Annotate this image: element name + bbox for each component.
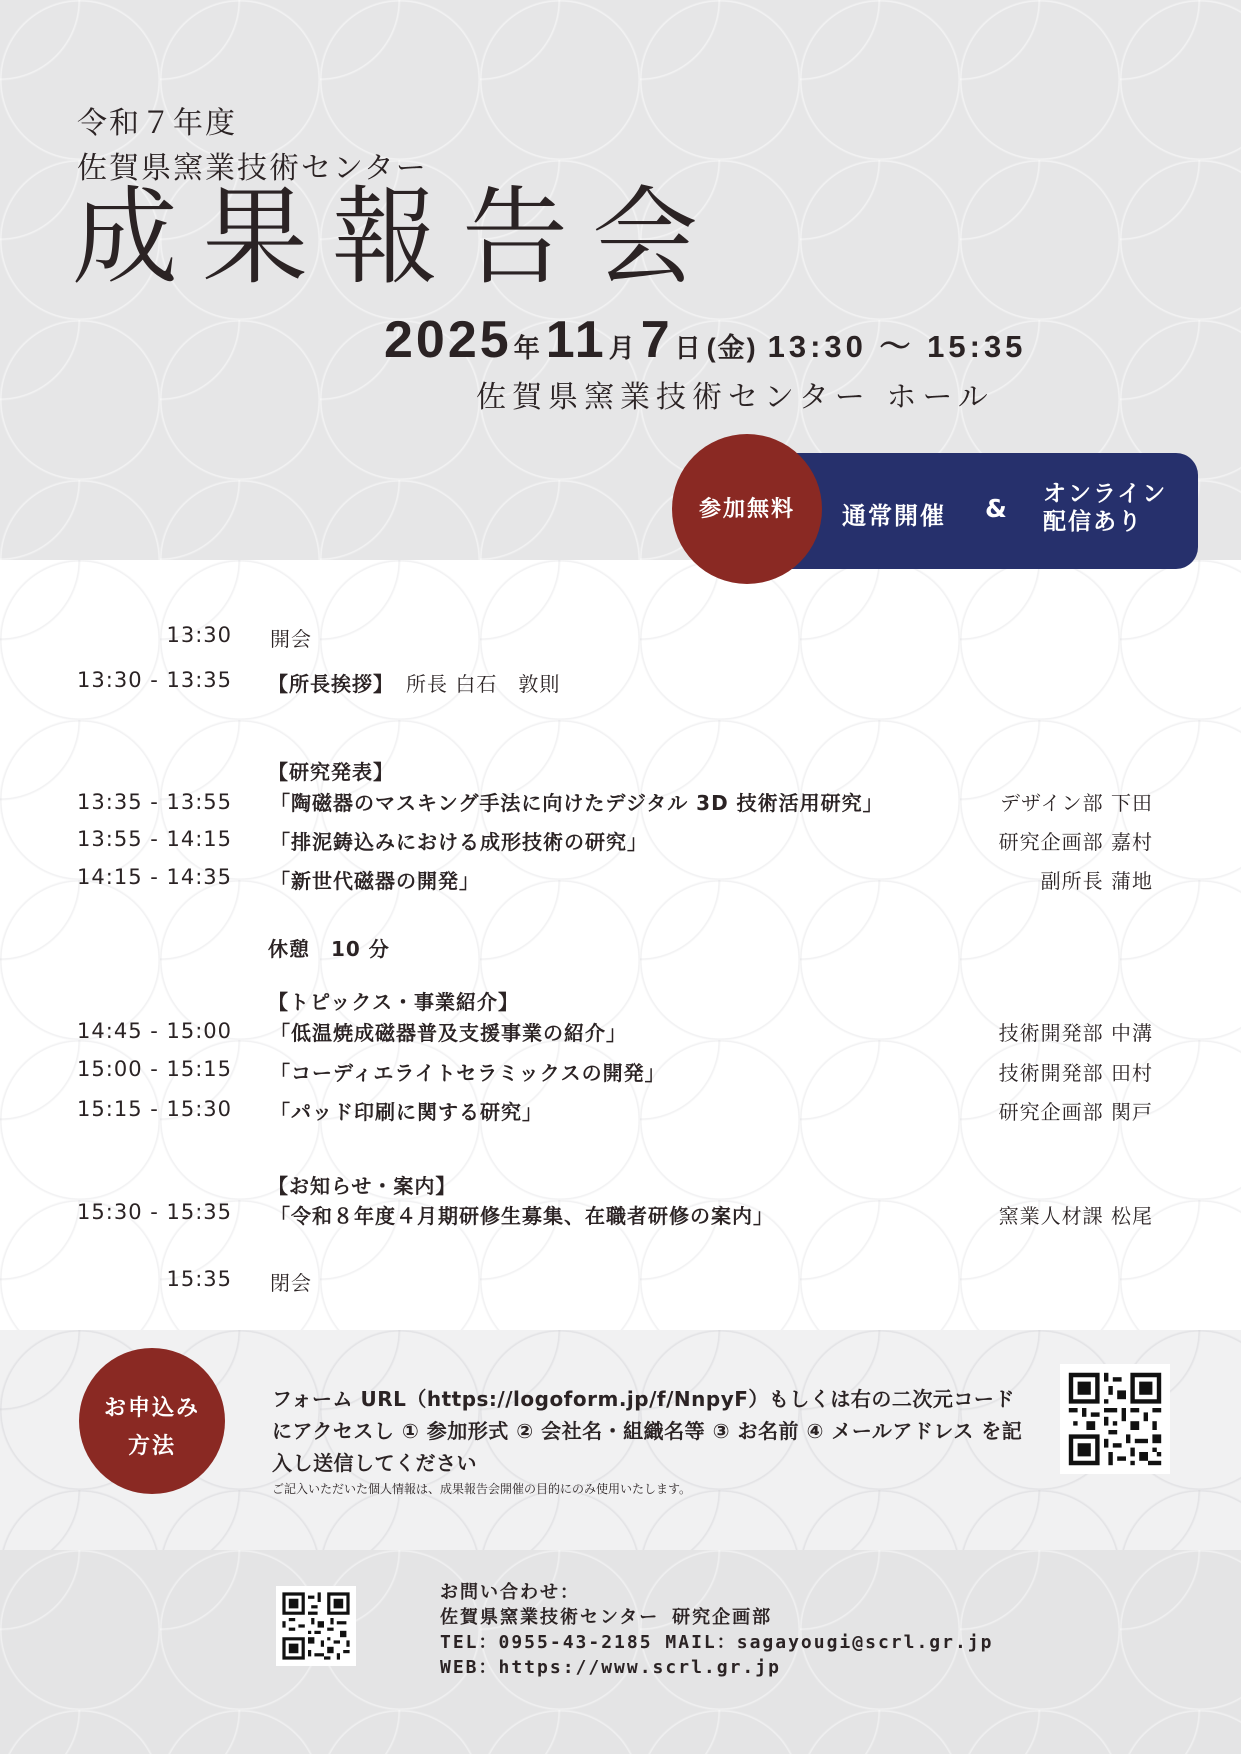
program-title: 「コーディエライトセラミックスの開発」 [270, 1061, 666, 1085]
program-title: 「低温焼成磁器普及支援事業の紹介」 [270, 1021, 627, 1045]
apply-badge-line1: お申込み [103, 1396, 200, 1421]
program-title: 「陶磁器のマスキング手法に向けたデジタル 3D 技術活用研究」 [270, 791, 884, 815]
program-title: 「新世代磁器の開発」 [270, 869, 480, 893]
program-time: 15:30 - 15:35 [77, 1200, 232, 1224]
format-online-line2: 配信あり [1043, 509, 1143, 535]
contact-org: 佐賀県窯業技術センター 研究企画部 [440, 1607, 773, 1628]
contact-qr-code[interactable] [276, 1586, 356, 1666]
format-online [1043, 480, 1167, 536]
program-speaker: 技術開発部 田村 [998, 1061, 1153, 1085]
event-month-unit: 月 [608, 333, 635, 363]
format-ampersand: & [985, 494, 1007, 523]
program-close-time: 15:35 [166, 1267, 232, 1291]
event-year-unit: 年 [513, 333, 540, 363]
format-online-line1: オンライン [1043, 481, 1168, 507]
event-year: 2025 [384, 311, 512, 369]
program-open-label: 開会 [270, 627, 312, 651]
program-speaker: 技術開発部 中溝 [998, 1021, 1153, 1045]
program-time: 13:35 - 13:55 [77, 790, 232, 814]
contact-web: WEB：https://www.scrl.gr.jp [440, 1657, 781, 1678]
contact-tel-mail: TEL：0955-43-2185 MAIL：sagayougi@scrl.gr.jp [440, 1632, 994, 1653]
program-speaker: 研究企画部 関戸 [998, 1100, 1153, 1124]
program-time: 14:15 - 14:35 [77, 865, 232, 889]
topics-header: 【トピックス・事業紹介】 [268, 990, 519, 1014]
program-speaker: デザイン部 下田 [1000, 791, 1153, 815]
program-title: 「令和８年度４月期研修生募集、在職者研修の案内」 [270, 1204, 774, 1228]
event-day: 7 [640, 311, 673, 369]
program-speaker: 研究企画部 嘉村 [998, 830, 1153, 854]
event-venue: 佐賀県窯業技術センター ホール [476, 380, 994, 415]
program-open-time: 13:30 [166, 623, 232, 647]
contact-qr-code-graphic [276, 1586, 356, 1666]
page-title: 成果報告会 [72, 176, 722, 299]
program-greeting-speaker: 所長 白石 敦則 [406, 672, 561, 696]
apply-privacy-note: ご記入いただいた個人情報は、成果報告会開催の目的にのみ使用いたします。 [272, 1482, 692, 1496]
program-title: 「排泥鋳込みにおける成形技術の研究」 [270, 830, 648, 854]
program-close-label: 閉会 [270, 1271, 312, 1295]
apply-instructions: フォーム URL（https://logoform.jp/f/NnpyF）もしくは右の二次元コードにアクセスし ① 参加形式 ② 会社名・組織名等 ③ お名前 ④ メールアドレス を記入し送信してください [272, 1387, 1023, 1475]
event-weekday: (金) [706, 333, 758, 363]
event-month: 11 [545, 311, 607, 369]
pretitle-year: 令和７年度 [77, 106, 237, 141]
contact-heading: お問い合わせ： [440, 1582, 580, 1603]
program-speaker: 窯業人材課 松尾 [998, 1204, 1153, 1228]
research-header: 【研究発表】 [268, 760, 394, 784]
program-time: 15:00 - 15:15 [77, 1057, 232, 1081]
apply-badge-label [79, 1390, 225, 1466]
program-time: 14:45 - 15:00 [77, 1019, 232, 1043]
notice-header: 【お知らせ・案内】 [268, 1174, 457, 1198]
program-greeting-title: 【所長挨拶】 [268, 672, 394, 696]
pretitle-org: 佐賀県窯業技術センター [77, 151, 428, 186]
apply-badge-line2: 方法 [127, 1434, 176, 1459]
event-day-unit: 日 [674, 333, 701, 363]
event-time: 13:30 〜 15:35 [767, 329, 1027, 364]
format-normal: 通常開催 [842, 502, 946, 530]
program-title: 「パッド印刷に関する研究」 [270, 1100, 543, 1124]
program-time: 15:15 - 15:30 [77, 1097, 232, 1121]
break-label: 休憩 10 分 [268, 937, 390, 961]
apply-qr-code-graphic [1060, 1364, 1170, 1474]
program-greeting-time: 13:30 - 13:35 [77, 668, 232, 692]
apply-qr-code[interactable] [1060, 1364, 1170, 1474]
free-badge-label: 参加無料 [698, 497, 795, 522]
event-date [384, 310, 1026, 370]
program-speaker: 副所長 蒲地 [1040, 869, 1153, 893]
program-time: 13:55 - 14:15 [77, 827, 232, 851]
